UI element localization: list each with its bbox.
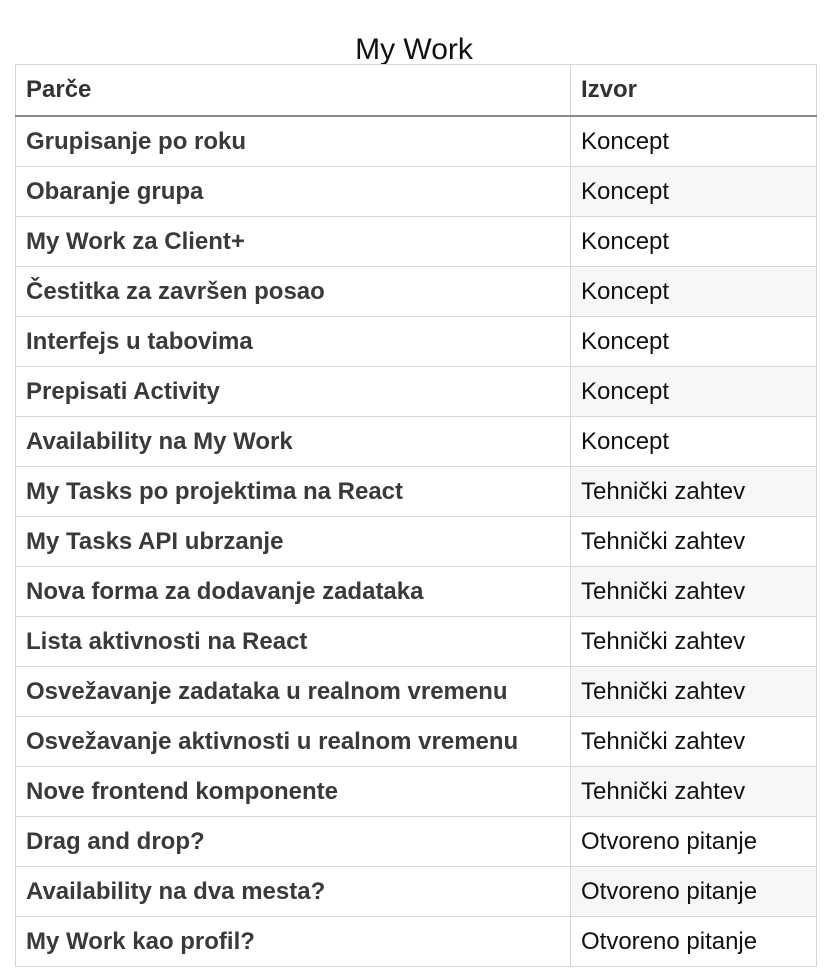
table-row	[16, 667, 817, 717]
source-cell: Otvoreno pitanje	[571, 917, 817, 967]
piece-cell: My Tasks po projektima na React	[16, 467, 571, 517]
table-row	[16, 167, 817, 217]
source-cell: Tehnički zahtev	[571, 567, 817, 617]
source-cell: Otvoreno pitanje	[571, 867, 817, 917]
piece-cell: Interfejs u tabovima	[16, 317, 571, 367]
page-title: My Work	[355, 33, 473, 67]
piece-cell: Lista aktivnosti na React	[16, 617, 571, 667]
piece-cell: Osvežavanje aktivnosti u realnom vremenu	[16, 717, 571, 767]
table-row	[16, 467, 817, 517]
piece-cell: Prepisati Activity	[16, 367, 571, 417]
table-row	[16, 267, 817, 317]
piece-cell: Availability na My Work	[16, 417, 571, 467]
source-cell: Koncept	[571, 317, 817, 367]
source-cell: Tehnički zahtev	[571, 717, 817, 767]
table-row	[16, 567, 817, 617]
table-row	[16, 317, 817, 367]
source-cell: Koncept	[571, 167, 817, 217]
source-cell: Koncept	[571, 217, 817, 267]
piece-cell: Nove frontend komponente	[16, 767, 571, 817]
piece-cell: My Tasks API ubrzanje	[16, 517, 571, 567]
table-row	[16, 116, 817, 167]
table-row	[16, 867, 817, 917]
source-cell: Koncept	[571, 116, 817, 167]
source-cell: Tehnički zahtev	[571, 517, 817, 567]
piece-cell: Obaranje grupa	[16, 167, 571, 217]
piece-cell: Grupisanje po roku	[16, 116, 571, 167]
table-row	[16, 917, 817, 967]
source-cell: Koncept	[571, 267, 817, 317]
source-cell: Tehnički zahtev	[571, 617, 817, 667]
piece-cell: My Work kao profil?	[16, 917, 571, 967]
piece-cell: Availability na dva mesta?	[16, 867, 571, 917]
piece-cell: Čestitka za završen posao	[16, 267, 571, 317]
piece-cell: My Work za Client+	[16, 217, 571, 267]
piece-cell: Drag and drop?	[16, 817, 571, 867]
piece-cell: Osvežavanje zadataka u realnom vremenu	[16, 667, 571, 717]
table-row	[16, 817, 817, 867]
table-header-row	[16, 65, 817, 117]
source-cell: Koncept	[571, 417, 817, 467]
source-cell: Koncept	[571, 367, 817, 417]
source-cell: Tehnički zahtev	[571, 767, 817, 817]
work-table	[15, 64, 817, 967]
column-header-source: Izvor	[571, 65, 817, 117]
piece-cell: Nova forma za dodavanje zadataka	[16, 567, 571, 617]
table-row	[16, 367, 817, 417]
table-row	[16, 617, 817, 667]
table-row	[16, 767, 817, 817]
source-cell: Tehnički zahtev	[571, 667, 817, 717]
column-header-piece: Parče	[16, 65, 571, 117]
source-cell: Tehnički zahtev	[571, 467, 817, 517]
table-row	[16, 517, 817, 567]
table-row	[16, 417, 817, 467]
table-row	[16, 717, 817, 767]
table-row	[16, 217, 817, 267]
source-cell: Otvoreno pitanje	[571, 817, 817, 867]
